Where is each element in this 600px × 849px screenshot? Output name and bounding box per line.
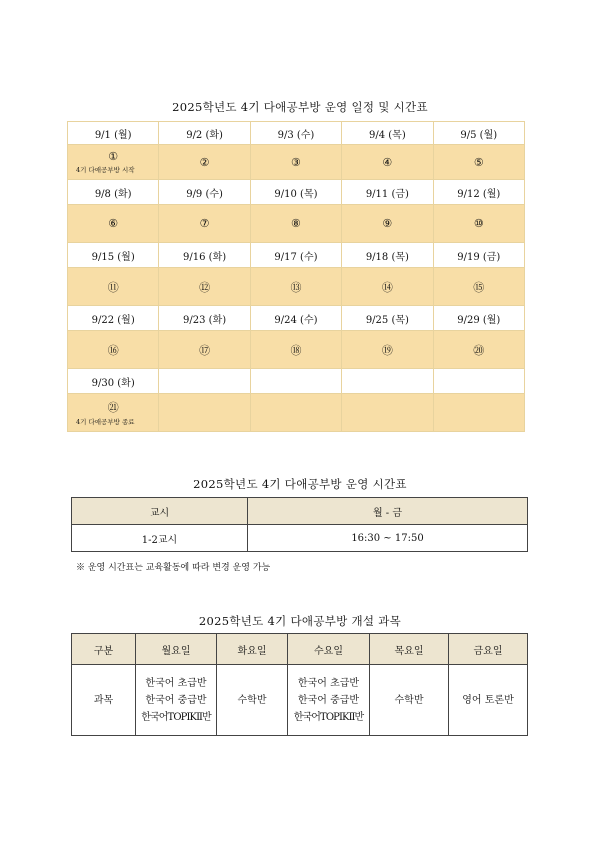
- calendar-number-row: [68, 394, 525, 432]
- subject-item: 한국어 초급반: [145, 677, 207, 689]
- date-cell: 9/10 (목): [250, 180, 341, 205]
- session-number-cell: ⑩: [433, 205, 524, 243]
- row-label: 과목: [72, 665, 136, 736]
- date-cell: 9/15 (월): [68, 243, 159, 268]
- subject-item: 한국어TOPIKⅡ반: [141, 711, 211, 723]
- session-number-cell: ⑱: [250, 331, 341, 369]
- empty-cell: [342, 369, 433, 394]
- subjects-header-row: [72, 634, 528, 665]
- date-cell: 9/18 (목): [342, 243, 433, 268]
- empty-cell: [433, 394, 524, 432]
- wednesday-subjects: [288, 665, 370, 736]
- calendar-table: [67, 121, 525, 432]
- date-cell: 9/25 (목): [342, 306, 433, 331]
- date-cell: 9/16 (화): [159, 243, 250, 268]
- calendar-title: 2025학년도 4기 다애공부방 운영 일정 및 시간표: [172, 100, 428, 114]
- subjects-table: [71, 633, 528, 736]
- date-cell: 9/1 (월): [68, 122, 159, 145]
- time-cell: 16:30 ~ 17:50: [248, 525, 528, 552]
- thursday-subjects: 수학반: [370, 665, 449, 736]
- date-cell: 9/3 (수): [250, 122, 341, 145]
- date-cell: 9/8 (화): [68, 180, 159, 205]
- subjects-row: [72, 665, 528, 736]
- calendar-date-row: [68, 243, 525, 268]
- calendar-date-row: [68, 122, 525, 145]
- date-cell: 9/17 (수): [250, 243, 341, 268]
- session-number-cell: ⑤: [433, 145, 524, 180]
- date-cell: 9/9 (수): [159, 180, 250, 205]
- calendar-number-row: [68, 145, 525, 180]
- days-header: 월 - 금: [248, 498, 528, 525]
- session-number-cell: ⑲: [342, 331, 433, 369]
- session-number-cell: ⑳: [433, 331, 524, 369]
- monday-subjects: [136, 665, 217, 736]
- empty-cell: [433, 369, 524, 394]
- end-label: 4기 다애공부방 종료: [76, 418, 135, 426]
- session-number-cell: ④: [342, 145, 433, 180]
- period-header: 교시: [72, 498, 248, 525]
- date-cell: 9/12 (월): [433, 180, 524, 205]
- session-number: ㉑: [107, 401, 119, 414]
- subject-item: 한국어 중급반: [145, 694, 207, 706]
- session-number-cell: [68, 145, 159, 180]
- date-cell: 9/19 (금): [433, 243, 524, 268]
- session-number-cell: ⑧: [250, 205, 341, 243]
- empty-cell: [159, 369, 250, 394]
- tuesday-header: 화요일: [217, 634, 288, 665]
- start-label: 4기 다애공부방 시작: [76, 166, 135, 174]
- schedule-title: 2025학년도 4기 다애공부방 운영 시간표: [193, 477, 407, 491]
- date-cell: 9/23 (화): [159, 306, 250, 331]
- session-number-cell: ⑮: [433, 268, 524, 306]
- session-number-cell: ⑰: [159, 331, 250, 369]
- calendar-number-row: [68, 205, 525, 243]
- schedule-note: ※ 운영 시간표는 교육활동에 따라 변경 운영 가능: [76, 563, 271, 573]
- session-number-cell: ⑯: [68, 331, 159, 369]
- session-number-cell: ⑦: [159, 205, 250, 243]
- tuesday-subjects: 수학반: [217, 665, 288, 736]
- date-cell: 9/22 (월): [68, 306, 159, 331]
- date-cell: 9/24 (수): [250, 306, 341, 331]
- session-number-cell: ⑫: [159, 268, 250, 306]
- monday-header: 월요일: [136, 634, 217, 665]
- subject-item: 한국어TOPIKⅡ반: [293, 711, 364, 723]
- empty-cell: [342, 394, 433, 432]
- session-number-cell: [68, 394, 159, 432]
- schedule-header-row: [72, 498, 528, 525]
- session-number-cell: ⑥: [68, 205, 159, 243]
- date-cell: 9/11 (금): [342, 180, 433, 205]
- schedule-table: [71, 497, 528, 552]
- calendar-date-row: [68, 180, 525, 205]
- wednesday-header: 수요일: [288, 634, 370, 665]
- category-header: 구분: [72, 634, 136, 665]
- session-number-cell: ⑭: [342, 268, 433, 306]
- friday-subjects: 영어 토론반: [449, 665, 528, 736]
- schedule-row: [72, 525, 528, 552]
- session-number-cell: ⑨: [342, 205, 433, 243]
- subject-item: 한국어 초급반: [297, 677, 360, 689]
- period-cell: 1-2교시: [72, 525, 248, 552]
- date-cell: 9/29 (월): [433, 306, 524, 331]
- session-number-cell: ③: [250, 145, 341, 180]
- thursday-header: 목요일: [370, 634, 449, 665]
- subjects-title: 2025학년도 4기 다애공부방 개설 과목: [198, 614, 402, 628]
- subject-item: 한국어 중급반: [297, 694, 360, 706]
- empty-cell: [159, 394, 250, 432]
- session-number-cell: ⑪: [68, 268, 159, 306]
- friday-header: 금요일: [449, 634, 528, 665]
- session-number-cell: ⑬: [250, 268, 341, 306]
- calendar-number-row: [68, 331, 525, 369]
- calendar-number-row: [68, 268, 525, 306]
- calendar-date-row: [68, 306, 525, 331]
- empty-cell: [250, 394, 341, 432]
- session-number: ①: [108, 150, 119, 163]
- empty-cell: [250, 369, 341, 394]
- date-cell: 9/4 (목): [342, 122, 433, 145]
- date-cell: 9/30 (화): [68, 369, 159, 394]
- date-cell: 9/2 (화): [159, 122, 250, 145]
- date-cell: 9/5 (월): [433, 122, 524, 145]
- calendar-date-row: [68, 369, 525, 394]
- session-number-cell: ②: [159, 145, 250, 180]
